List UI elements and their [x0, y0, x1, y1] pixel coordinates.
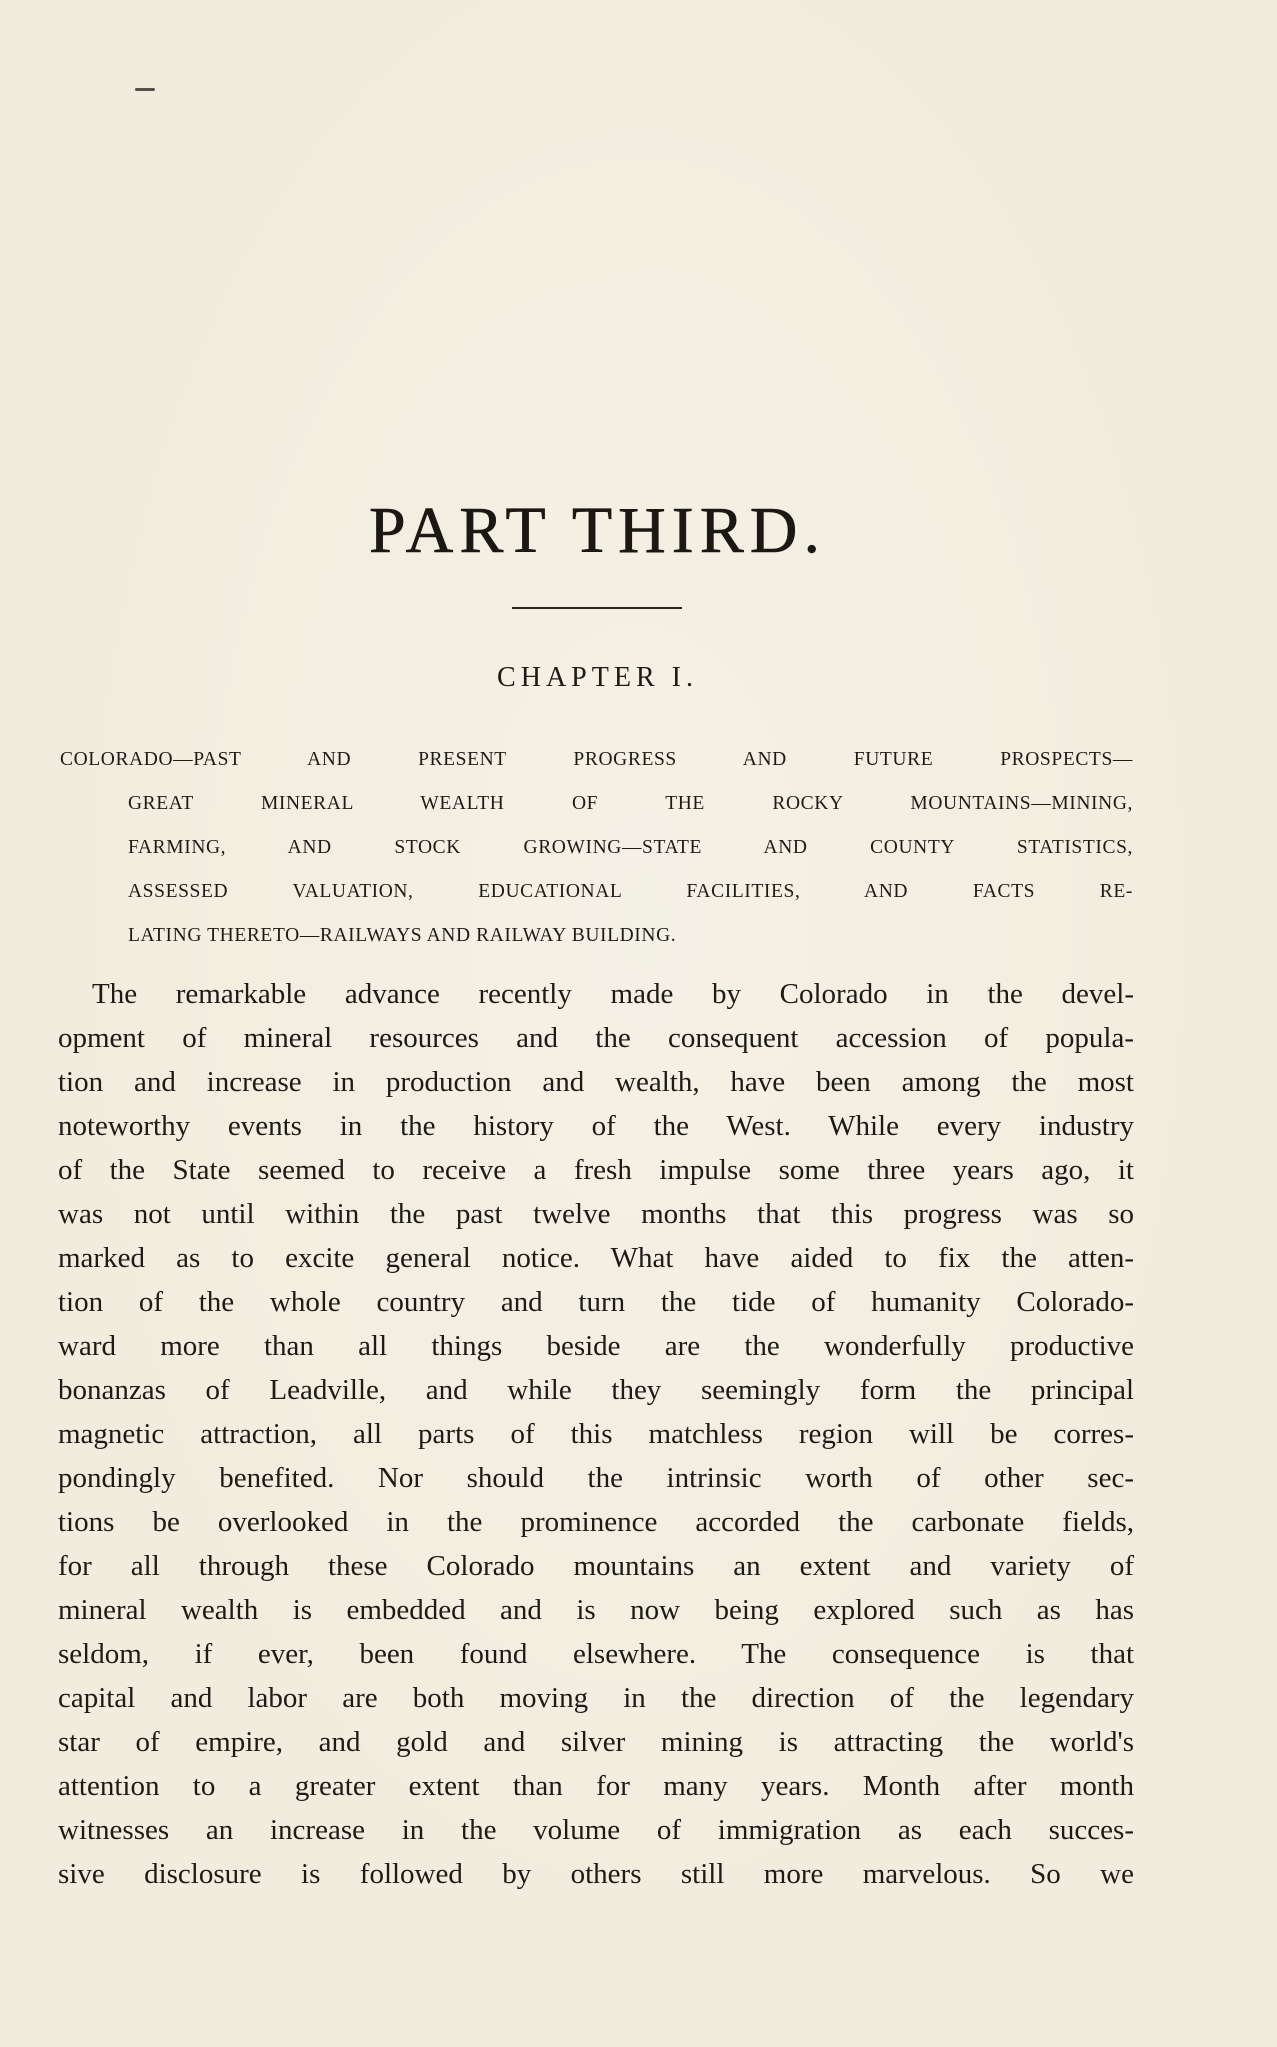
- body-line: for all through these Colorado mountains an extent and variety of: [58, 1550, 1134, 1582]
- body-line: noteworthy events in the history of the West. While every industry: [58, 1110, 1134, 1142]
- synopsis-line: LATING THERETO—RAILWAYS AND RAILWAY BUILDING.: [128, 925, 677, 946]
- body-line: sive disclosure is followed by others still more marvelous. So we: [58, 1858, 1134, 1890]
- body-line: The remarkable advance recently made by Colorado in the devel-: [92, 978, 1134, 1010]
- synopsis-line: ASSESSED VALUATION, EDUCATIONAL FACILITIES, AND FACTS RE-: [128, 881, 1133, 902]
- body-line: was not until within the past twelve months that this progress was so: [58, 1198, 1134, 1230]
- body-line: of the State seemed to receive a fresh impulse some three years ago, it: [58, 1154, 1134, 1186]
- body-line: star of empire, and gold and silver mining is attracting the world's: [58, 1726, 1134, 1758]
- body-line: marked as to excite general notice. What have aided to fix the atten-: [58, 1242, 1134, 1274]
- body-line: attention to a greater extent than for many years. Month after month: [58, 1770, 1134, 1802]
- title-rule: [512, 607, 682, 609]
- body-line: bonanzas of Leadville, and while they seemingly form the principal: [58, 1374, 1134, 1406]
- chapter-synopsis: [60, 738, 1133, 958]
- ink-mark: [135, 88, 155, 91]
- synopsis-line: COLORADO—PAST AND PRESENT PROGRESS AND FUTURE PROSPECTS—: [60, 749, 1133, 770]
- body-line: tions be overlooked in the prominence accorded the carbonate fields,: [58, 1506, 1134, 1538]
- body-line: pondingly benefited. Nor should the intrinsic worth of other sec-: [58, 1462, 1134, 1494]
- body-line: witnesses an increase in the volume of immigration as each succes-: [58, 1814, 1134, 1846]
- body-paragraph: [58, 972, 1134, 1896]
- body-line: seldom, if ever, been found elsewhere. The consequence is that: [58, 1638, 1134, 1670]
- body-line: ward more than all things beside are the wonderfully productive: [58, 1330, 1134, 1362]
- chapter-heading: CHAPTER I.: [497, 662, 698, 693]
- body-line: magnetic attraction, all parts of this matchless region will be corres-: [58, 1418, 1134, 1450]
- body-line: tion of the whole country and turn the tide of humanity Colorado-: [58, 1286, 1134, 1318]
- part-title: PART THIRD.: [369, 494, 826, 567]
- synopsis-line: FARMING, AND STOCK GROWING—STATE AND COUNTY STATISTICS,: [128, 837, 1133, 858]
- body-line: mineral wealth is embedded and is now being explored such as has: [58, 1594, 1134, 1626]
- body-line: tion and increase in production and wealth, have been among the most: [58, 1066, 1134, 1098]
- body-line: opment of mineral resources and the consequent accession of popula-: [58, 1022, 1134, 1054]
- synopsis-line: GREAT MINERAL WEALTH OF THE ROCKY MOUNTAINS—MINING,: [128, 793, 1133, 814]
- body-line: capital and labor are both moving in the direction of the legendary: [58, 1682, 1134, 1714]
